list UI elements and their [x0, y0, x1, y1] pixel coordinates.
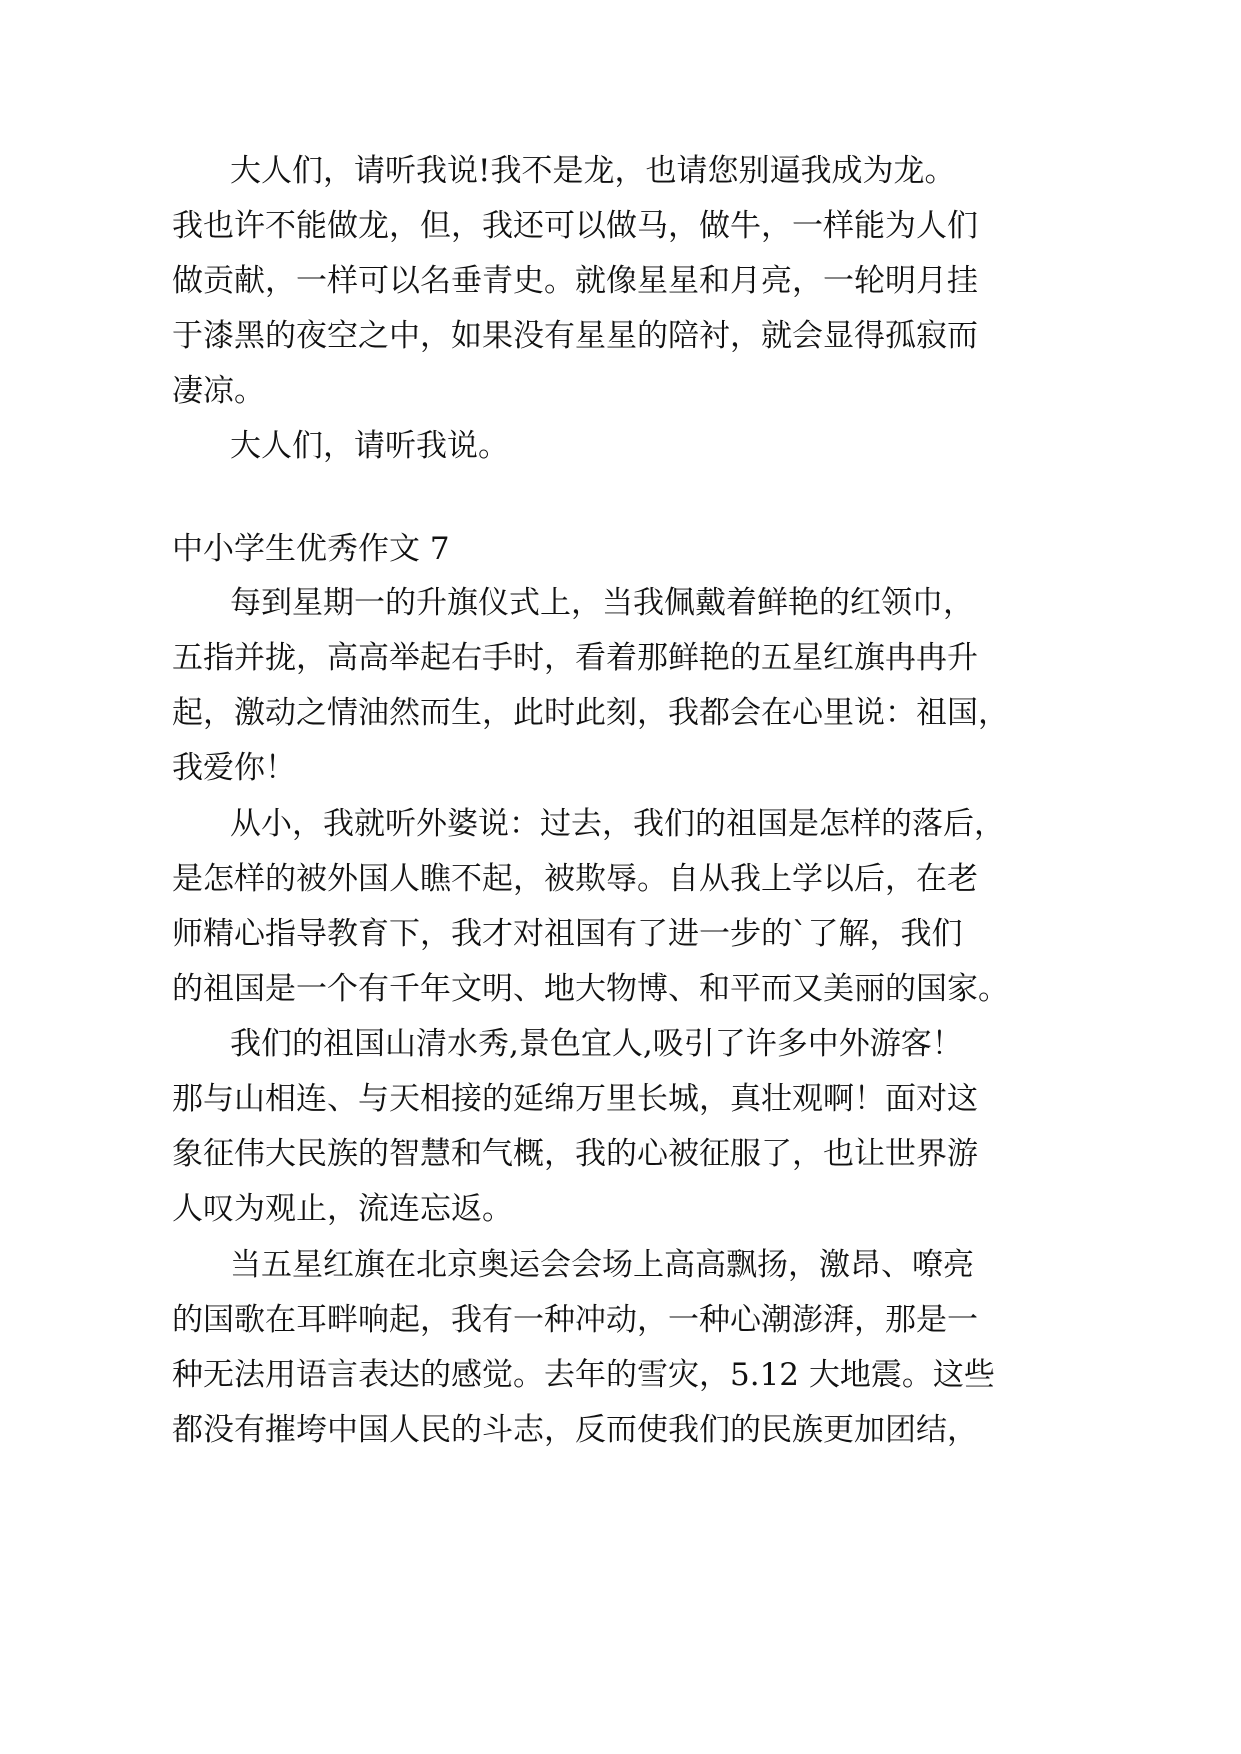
text-line: 五指并拢，高高举起右手时，看着那鲜艳的五星红旗冉冉升	[172, 640, 978, 676]
text-line: 我爱你！	[172, 750, 296, 786]
text-line: 当五星红旗在北京奥运会会场上高高飘扬，激昂、嘹亮	[230, 1247, 974, 1283]
text-line: 我也许不能做龙，但，我还可以做马，做牛，一样能为人们	[172, 208, 978, 244]
text-line: 每到星期一的升旗仪式上，当我佩戴着鲜艳的红领巾，	[230, 585, 974, 621]
text-line: 都没有摧垮中国人民的斗志，反而使我们的民族更加团结，	[172, 1412, 978, 1448]
text-line: 的祖国是一个有千年文明、地大物博、和平而又美丽的国家。	[172, 971, 1009, 1007]
section-heading: 中小学生优秀作文 7	[172, 531, 450, 567]
text-line: 于漆黑的夜空之中，如果没有星星的陪衬，就会显得孤寂而	[172, 318, 978, 354]
text-line: 大人们，请听我说!我不是龙，也请您别逼我成为龙。	[230, 153, 956, 189]
text-line: 象征伟大民族的智慧和气概，我的心被征服了，也让世界游	[172, 1136, 978, 1172]
text-line: 凄凉。	[172, 373, 265, 409]
text-line: 做贡献，一样可以名垂青史。就像星星和月亮，一轮明月挂	[172, 263, 978, 299]
text-line: 人叹为观止，流连忘返。	[172, 1191, 513, 1227]
text-line: 起，激动之情油然而生，此时此刻，我都会在心里说：祖国，	[172, 695, 1009, 731]
text-line: 大人们，请听我说。	[230, 428, 509, 464]
text-line: 那与山相连、与天相接的延绵万里长城，真壮观啊！面对这	[172, 1081, 978, 1117]
text-line: 我们的祖国山清水秀,景色宜人,吸引了许多中外游客！	[230, 1026, 963, 1062]
text-line: 是怎样的被外国人瞧不起，被欺辱。自从我上学以后，在老	[172, 861, 978, 897]
text-line: 从小，我就听外婆说：过去，我们的祖国是怎样的落后，	[230, 806, 1005, 842]
text-line: 种无法用语言表达的感觉。去年的雪灾，5.12 大地震。这些	[172, 1357, 995, 1393]
text-line: 师精心指导教育下，我才对祖国有了进一步的`了解，我们	[172, 916, 963, 952]
text-line: 的国歌在耳畔响起，我有一种冲动，一种心潮澎湃，那是一	[172, 1302, 978, 1338]
